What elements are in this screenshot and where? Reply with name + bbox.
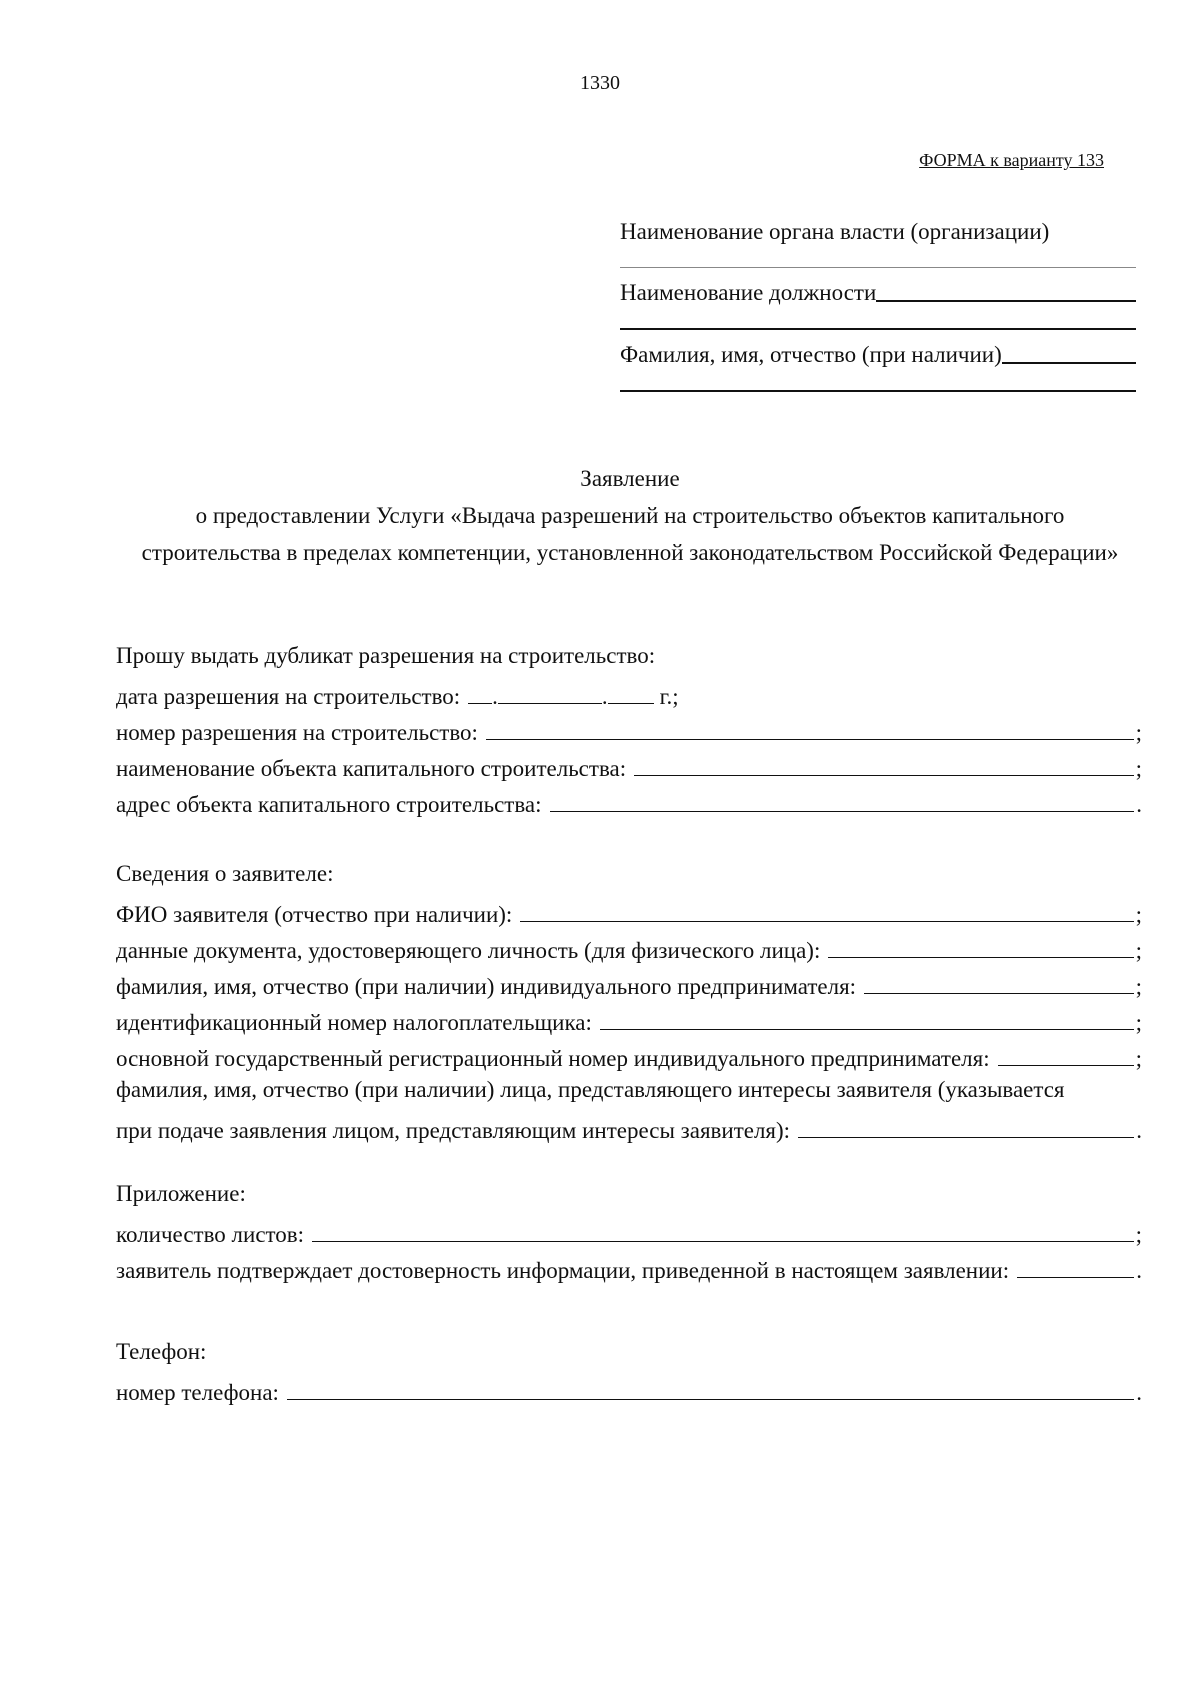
inn-field[interactable]	[600, 1029, 1134, 1030]
applicant-fio-field[interactable]	[520, 921, 1133, 922]
ip-fio-row	[116, 964, 1142, 1000]
representative-row	[116, 1108, 1142, 1144]
id-doc-row	[116, 928, 1142, 964]
sheets-end: ;	[1135, 1222, 1142, 1247]
confirm-row	[116, 1248, 1142, 1284]
fio-line	[620, 330, 1136, 368]
permit-number-label: номер разрешения на строительство:	[116, 720, 478, 745]
position-label: Наименование должности	[620, 280, 877, 305]
confirm-end: .	[1136, 1258, 1142, 1283]
permit-date-month-field[interactable]	[498, 702, 602, 704]
ip-fio-label: фамилия, имя, отчество (при наличии) индивидуального предпринимателя:	[116, 974, 857, 999]
recipient-block	[620, 207, 1136, 392]
object-address-end: .	[1136, 792, 1142, 817]
position-extra-line[interactable]	[620, 306, 1136, 330]
position-fill[interactable]	[876, 299, 1136, 302]
object-address-row	[116, 782, 1142, 818]
permit-date-dot2: .	[601, 684, 608, 709]
ogrnip-field[interactable]	[998, 1065, 1134, 1066]
title-heading: Заявление	[580, 466, 680, 491]
object-name-label: наименование объекта капитального строительства:	[116, 756, 627, 781]
authority-fill-line[interactable]	[620, 245, 1136, 268]
representative-line1: фамилия, имя, отчество (при наличии) лица, представляющего интересы заявителя (указывается	[116, 1077, 1065, 1102]
id-doc-field[interactable]	[828, 957, 1133, 958]
inn-end: ;	[1135, 1010, 1142, 1035]
attachment-heading: Приложение:	[116, 1181, 246, 1206]
permit-date-day-field[interactable]	[468, 702, 492, 704]
position-line	[620, 268, 1136, 306]
ip-fio-field[interactable]	[864, 993, 1134, 994]
recipient-fio-label: Фамилия, имя, отчество (при наличии)	[620, 342, 1002, 367]
authority-line	[620, 207, 1136, 245]
permit-number-field[interactable]	[486, 739, 1134, 740]
phone-end: .	[1136, 1380, 1142, 1405]
ogrnip-row	[116, 1036, 1142, 1072]
id-doc-label: данные документа, удостоверяющего личность (для физического лица):	[116, 938, 821, 963]
inn-row	[116, 1000, 1142, 1036]
document-title	[140, 460, 1120, 571]
ogrnip-end: ;	[1135, 1046, 1142, 1071]
page-number: 1330	[580, 72, 620, 94]
phone-field[interactable]	[287, 1399, 1134, 1400]
object-name-field[interactable]	[634, 775, 1134, 776]
representative-end: .	[1136, 1118, 1142, 1143]
recipient-fio-extra-line[interactable]	[620, 368, 1136, 392]
permit-date-year-field[interactable]	[608, 702, 654, 704]
permit-date-label: дата разрешения на строительство:	[116, 684, 461, 709]
permit-number-end: ;	[1135, 720, 1142, 745]
applicant-fio-row	[116, 892, 1142, 928]
sheets-row	[116, 1212, 1142, 1248]
representative-field[interactable]	[798, 1137, 1134, 1138]
phone-section	[116, 1334, 1142, 1406]
applicant-section	[116, 856, 1142, 1144]
representative-label: при подаче заявления лицом, представляющим интересы заявителя):	[116, 1118, 791, 1143]
permit-date-row	[116, 674, 1142, 710]
ogrnip-label: основной государственный регистрационный номер индивидуального предпринимателя:	[116, 1046, 990, 1071]
permit-number-row	[116, 710, 1142, 746]
permit-date-year-suffix: г.;	[659, 684, 679, 709]
sheets-label: количество листов:	[116, 1222, 305, 1247]
phone-row	[116, 1370, 1142, 1406]
form-variant-label: ФОРМА к варианту 133	[919, 150, 1104, 170]
title-subtitle: о предоставлении Услуги «Выдача разрешений на строительство объектов капитального строительства в пределах компетенции, установленной законодательством Российской Федерации»	[141, 503, 1119, 565]
object-name-row	[116, 746, 1142, 782]
inn-label: идентификационный номер налогоплательщика:	[116, 1010, 592, 1035]
sheets-field[interactable]	[312, 1241, 1134, 1242]
applicant-heading: Сведения о заявителе:	[116, 861, 334, 886]
applicant-fio-label: ФИО заявителя (отчество при наличии):	[116, 902, 513, 927]
object-name-end: ;	[1135, 756, 1142, 781]
permit-date-dot1: .	[492, 684, 498, 709]
request-intro: Прошу выдать дубликат разрешения на строительство:	[116, 643, 656, 668]
attachment-section	[116, 1176, 1142, 1284]
phone-heading: Телефон:	[116, 1339, 207, 1364]
object-address-label: адрес объекта капитального строительства:	[116, 792, 542, 817]
object-address-field[interactable]	[550, 811, 1135, 812]
recipient-fio-fill[interactable]	[1002, 361, 1136, 364]
request-section	[116, 638, 1142, 818]
applicant-fio-end: ;	[1135, 902, 1142, 927]
phone-label: номер телефона:	[116, 1380, 279, 1405]
confirm-field[interactable]	[1017, 1277, 1134, 1278]
ip-fio-end: ;	[1135, 974, 1142, 999]
id-doc-end: ;	[1135, 938, 1142, 963]
confirm-label: заявитель подтверждает достоверность информации, приведенной в настоящем заявлении:	[116, 1258, 1010, 1283]
authority-label: Наименование органа власти (организации)	[620, 219, 1050, 244]
